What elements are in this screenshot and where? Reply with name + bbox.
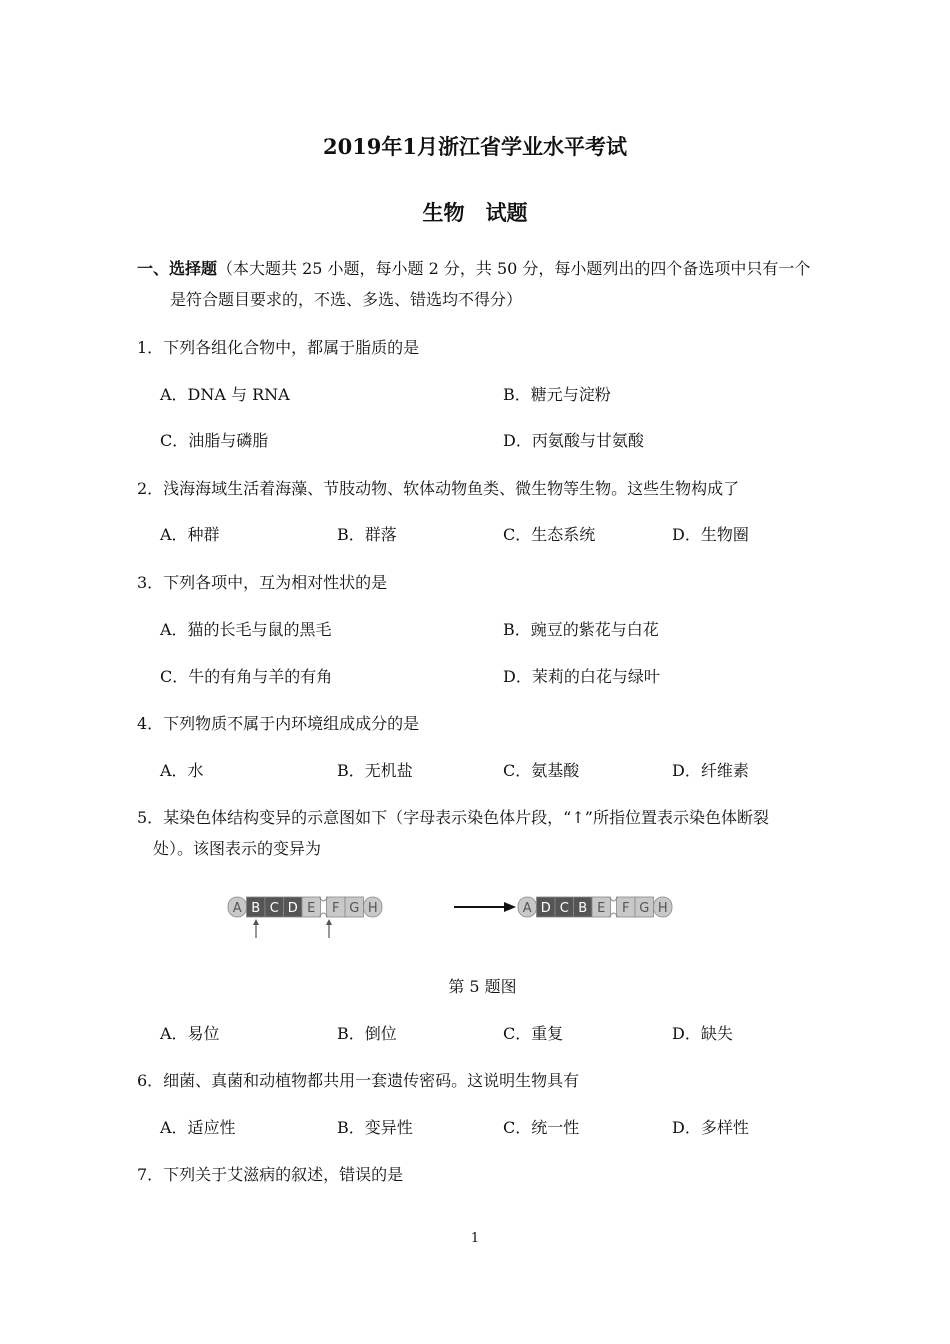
- q1-option-a: A．DNA 与 RNA: [160, 385, 290, 404]
- q1-option-d: D．丙氨酸与甘氨酸: [503, 431, 644, 450]
- question-5-stem-line1: 5．某染色体结构变异的示意图如下（字母表示染色体片段，“↑”所指位置表示染色体断裂: [137, 808, 769, 827]
- chromosome-segment-label: F: [622, 901, 630, 916]
- q3-option-b: B．豌豆的紫花与白花: [503, 620, 659, 639]
- q5-option-c: C．重复: [503, 1024, 564, 1043]
- q3-option-d: D．茉莉的白花与绿叶: [503, 667, 660, 686]
- q6-option-c: C．统一性: [503, 1118, 580, 1137]
- section-heading: 一、选择题: [137, 259, 218, 278]
- q1-option-b: B．糖元与淀粉: [503, 385, 611, 404]
- q2-option-d: D．生物圈: [672, 525, 749, 544]
- question-5-stem-line2: 处）。该图表示的变异为: [153, 839, 322, 858]
- chromosome-diagram: [220, 888, 740, 948]
- q5-option-d: D．缺失: [672, 1024, 733, 1043]
- section-note-line2: 是符合题目要求的，不选、多选、错选均不得分）: [170, 290, 523, 309]
- chromosome-segment-label: H: [657, 901, 668, 916]
- question-3-stem: 3．下列各项中，互为相对性状的是: [137, 573, 388, 592]
- chromosome-segment-label: C: [559, 901, 569, 916]
- q3-option-a: A．猫的长毛与鼠的黑毛: [160, 620, 332, 639]
- q4-option-b: B．无机盐: [337, 761, 413, 780]
- chromosome-segment-label: B: [578, 901, 588, 916]
- chromosome-after: [518, 897, 672, 917]
- break-point-arrow-right: [326, 919, 332, 938]
- q6-option-b: B．变异性: [337, 1118, 413, 1137]
- arrow-right: [454, 902, 516, 912]
- section-instructions: [137, 256, 810, 279]
- q4-option-c: C．氨基酸: [503, 761, 580, 780]
- chromosome-segment-label: D: [540, 901, 551, 916]
- chromosome-segment-label: E: [307, 901, 316, 916]
- break-point-arrow-left: [253, 919, 259, 938]
- page-number: 1: [470, 1231, 480, 1246]
- q1-option-c: C．油脂与磷脂: [160, 431, 269, 450]
- chromosome-segment-label: G: [349, 901, 360, 916]
- chromosome-segment-label: A: [522, 901, 532, 916]
- chromosome-segment-label: B: [251, 901, 261, 916]
- q2-option-c: C．生态系统: [503, 525, 596, 544]
- chromosome-segment-label: D: [287, 901, 298, 916]
- question-1-stem: 1．下列各组化合物中，都属于脂质的是: [137, 338, 420, 357]
- chromosome-segment-label: C: [269, 901, 279, 916]
- section-note-line1: （本大题共 25 小题，每小题 2 分，共 50 分，每小题列出的四个备选项中只有一个: [217, 259, 811, 278]
- exam-title: 2019年1月浙江省学业水平考试: [322, 134, 628, 159]
- exam-subtitle: 生物 试题: [422, 200, 528, 225]
- figure-caption: 第 5 题图: [448, 977, 517, 996]
- chromosome-before: [228, 897, 382, 917]
- chromosome-segment-label: E: [597, 901, 606, 916]
- chromosome-segment-label: A: [232, 901, 242, 916]
- question-4-stem: 4．下列物质不属于内环境组成成分的是: [137, 714, 420, 733]
- q2-option-b: B．群落: [337, 525, 397, 544]
- q3-option-c: C．牛的有角与羊的有角: [160, 667, 333, 686]
- q5-option-b: B．倒位: [337, 1024, 397, 1043]
- q4-option-d: D．纤维素: [672, 761, 749, 780]
- chromosome-segment-label: H: [367, 901, 378, 916]
- q2-option-a: A．种群: [160, 525, 220, 544]
- chromosome-segment-label: G: [639, 901, 650, 916]
- q6-option-a: A．适应性: [160, 1118, 236, 1137]
- q5-option-a: A．易位: [160, 1024, 220, 1043]
- question-7-stem: 7．下列关于艾滋病的叙述，错误的是: [137, 1165, 404, 1184]
- q4-option-a: A．水: [160, 761, 204, 780]
- q6-option-d: D．多样性: [672, 1118, 749, 1137]
- chromosome-segment-label: F: [332, 901, 340, 916]
- question-6-stem: 6．细菌、真菌和动植物都共用一套遗传密码。这说明生物具有: [137, 1071, 580, 1090]
- question-2-stem: 2．浅海海域生活着海藻、节肢动物、软体动物鱼类、微生物等生物。这些生物构成了: [137, 479, 740, 498]
